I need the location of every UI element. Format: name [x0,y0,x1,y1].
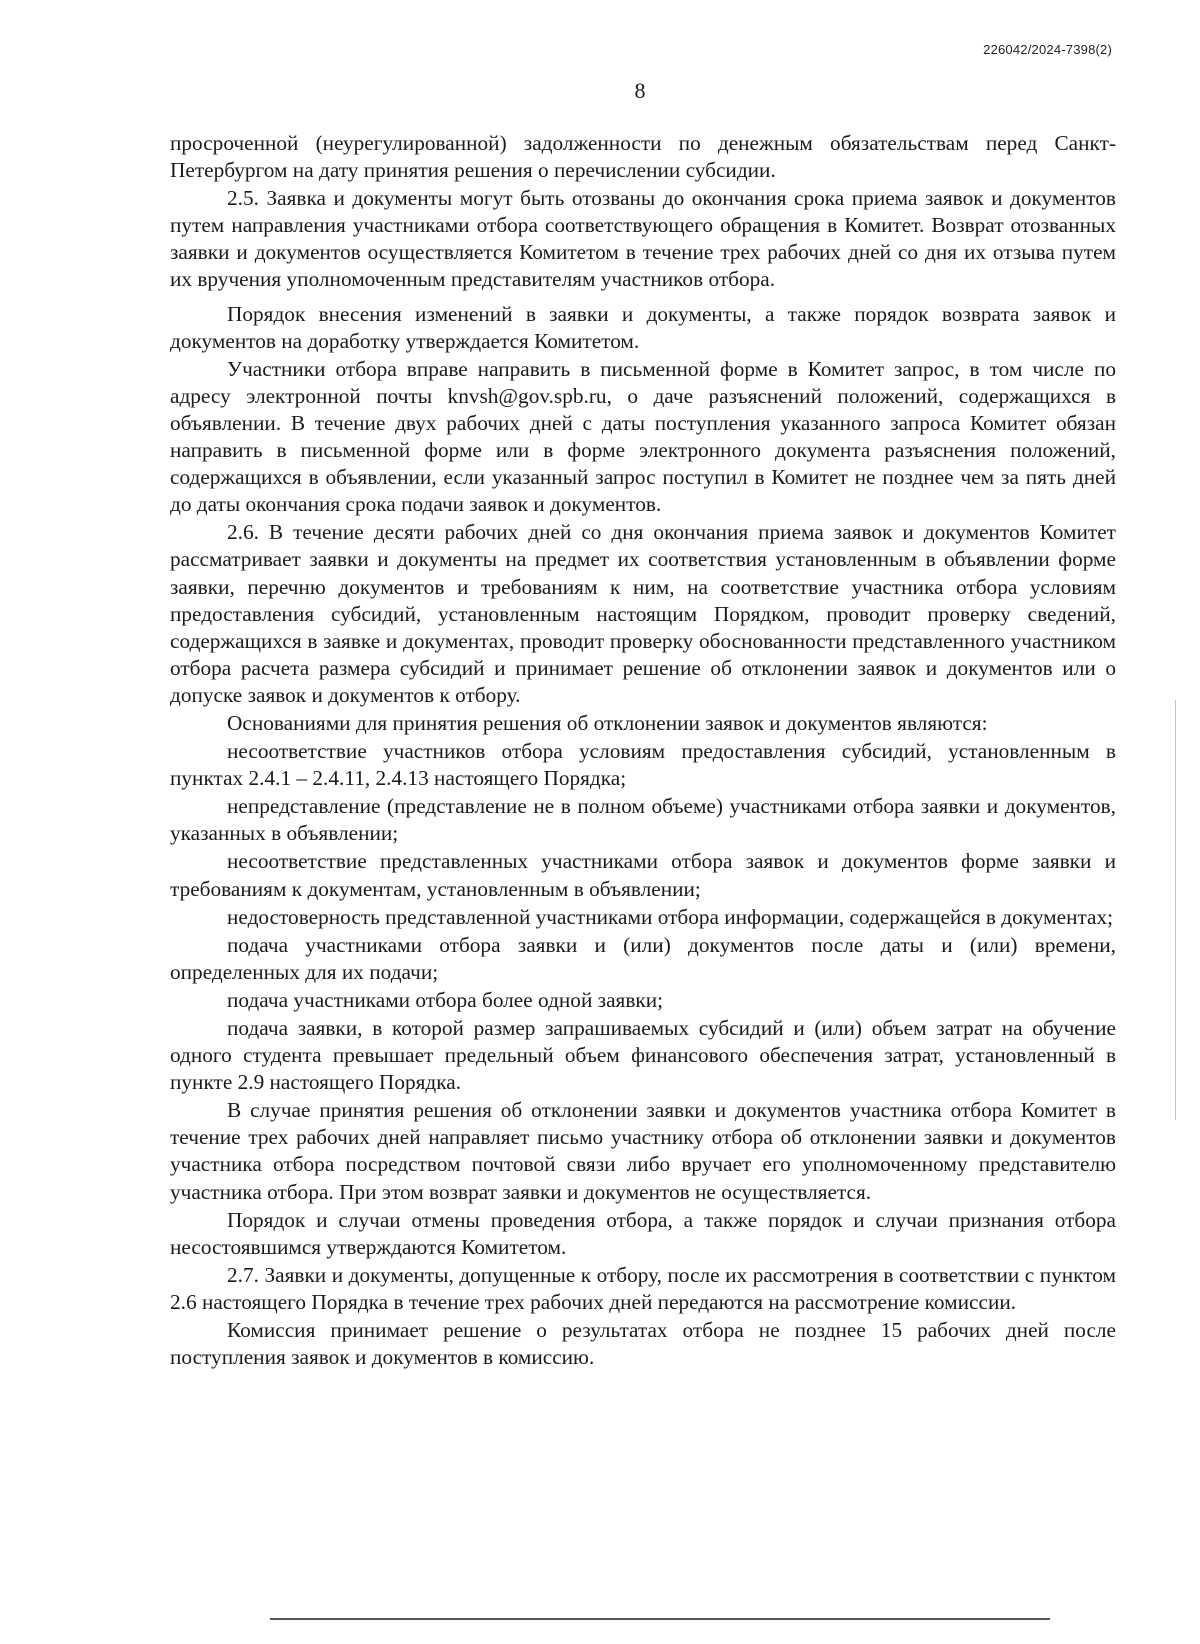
list-item-ground-inaccuracy: недостоверность представленной участниками отбора информации, содержащейся в документах; [227,904,1114,929]
list-item-ground-multiple-applications: подача участниками отбора более одной заявки; [227,987,664,1012]
paragraph-amendment-procedure: Порядок внесения изменений в заявки и документы, а также порядок возврата заявок и документов на доработку утверждается Комитетом. [170,301,1116,353]
document-registration-number: 226042/2024-7398(2) [983,42,1112,57]
scan-edge-mark [1175,700,1176,1120]
paragraph-rejection-grounds-intro: Основаниями для принятия решения об отклонении заявок и документов являются: [227,710,988,735]
list-item-ground-noncompliance: несоответствие участников отбора условиям предоставления субсидий, установленным в пунктах 2.4.1 – 2.4.11, 2.4.13 настоящего Порядка; [170,739,1116,791]
paragraph-2-6: 2.6. В течение десяти рабочих дней со дня окончания приема заявок и документов Комитет рассматривает заявки и документы на предмет их соответствия установленным в объявлении форме заявки, перечню документов и требованиям к ним, на соответствие участника отбора условиям предоставления субсидий, установленным настоящим Порядком, проводит проверку сведений, содержащихся в заявке и документах, проводит проверку обоснованности представленного участником отбора расчета размера субсидий и принимает решение об отклонении заявок и документов или о допуске заявок и документов к отбору. [170,520,1116,707]
paragraph-cancellation-procedure: Порядок и случаи отмены проведения отбора, а также порядок и случаи признания отбора несостоявшимся утверждаются Комитетом. [170,1207,1116,1259]
paragraph-2-7: 2.7. Заявки и документы, допущенные к отбору, после их рассмотрения в соответствии с пунктом 2.6 настоящего Порядка в течение трех рабочих дней передаются на рассмотрение комиссии. [170,1262,1116,1314]
paragraph-2-5: 2.5. Заявка и документы могут быть отозваны до окончания срока приема заявок и документов путем направления участниками отбора соответствующего обращения в Комитет. Возврат отозванных заявки и документов осуществляется Комитетом в течение трех рабочих дней со дня их отзыва путем их вручения уполномоченным представителям участников отбора. [170,186,1116,292]
scan-bottom-edge-line [270,1618,1050,1620]
paragraph-commission-decision: Комиссия принимает решение о результатах отбора не позднее 15 рабочих дней после поступления заявок и документов в комиссию. [170,1318,1116,1370]
paragraph-clarification-request: Участники отбора вправе направить в письменной форме в Комитет запрос, в том числе по адресу электронной почты knvsh@gov.spb.ru, о даче разъяснений положений, содержащихся в объявлении. В течение двух рабочих дней с даты поступления указанного запроса Комитет обязан направить в письменной форме или в форме электронного документа разъяснения положений, содержащихся в объявлении, если указанный запрос поступил в Комитет не позднее чем за пять дней до даты окончания срока подачи заявок и документов. [170,356,1116,517]
list-item-ground-form-mismatch: несоответствие представленных участниками отбора заявок и документов форме заявки и требованиям к документам, установленным в объявлении; [170,849,1116,901]
page-number: 8 [634,78,646,103]
list-item-ground-limit-exceeded: подача заявки, в которой размер запрашиваемых субсидий и (или) объем затрат на обучение одного студента превышает предельный объем финансового обеспечения затрат, установленный в пункте 2.9 настоящего Порядка. [170,1016,1116,1095]
paragraph-continuation: просроченной (неурегулированной) задолженности по денежным обязательствам перед Санкт-Петербургом на дату принятия решения о перечислении субсидии. [170,131,1116,183]
list-item-ground-late-submission: подача участниками отбора заявки и (или) документов после даты и (или) времени, определенных для их подачи; [170,932,1116,984]
list-item-ground-incomplete: непредставление (представление не в полном объеме) участниками отбора заявки и документов, указанных в объявлении; [170,794,1116,846]
paragraph-rejection-notice: В случае принятия решения об отклонении заявки и документов участника отбора Комитет в течение трех рабочих дней направляет письмо участнику отбора об отклонении заявки и документов участника отбора посредством почтовой связи либо вручает его уполномоченному представителю участника отбора. При этом возврат заявки и документов не осуществляется. [170,1098,1116,1204]
document-body [170,130,1116,1372]
